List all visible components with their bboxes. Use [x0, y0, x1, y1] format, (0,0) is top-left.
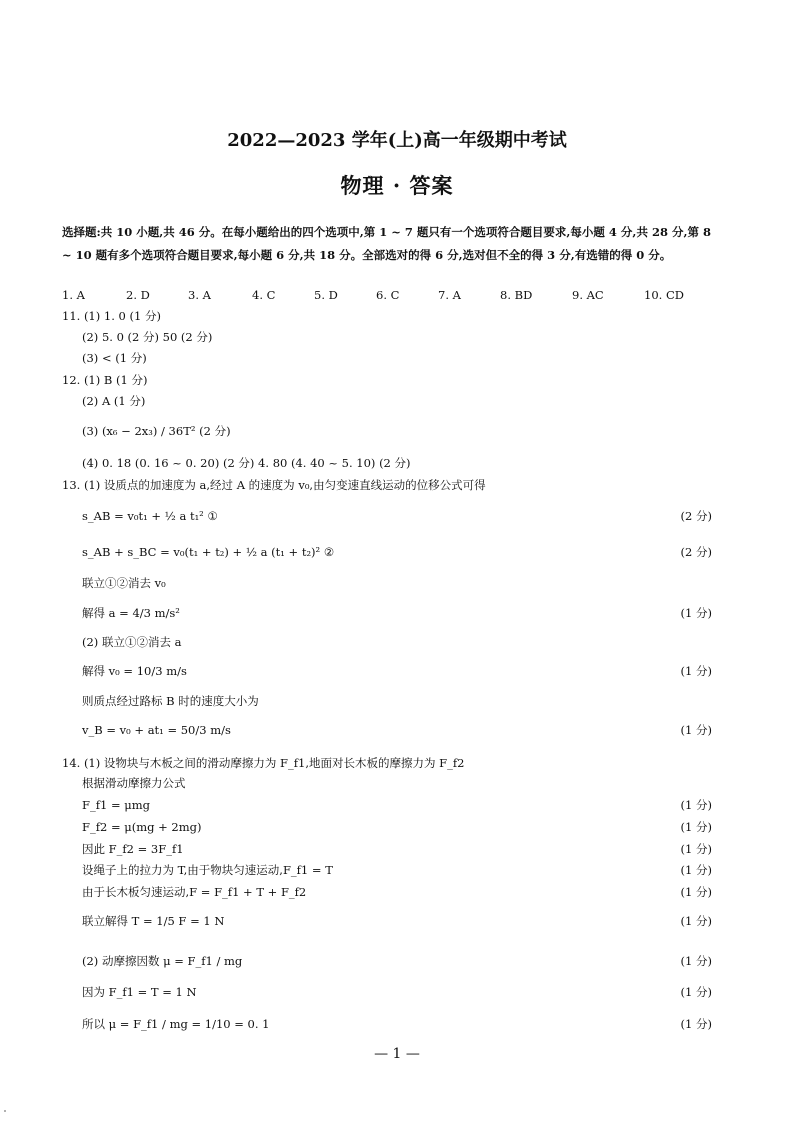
- answer-line: 所以 μ = F_f1 / mg = 1/10 = 0. 1 (1 分): [82, 1017, 712, 1031]
- choice-section-instructions: 选择题:共 10 小题,共 46 分。在每小题给出的四个选项中,第 1 ~ 7 题只有一个选项符合题目要求,每小题 4 分,共 28 分,第 8 ~ 10 题有多个选项符合题目要求,每小题 6 分,共 18 分。全部选对的得 6 分,选对但不全的得 3 分,有选错的得 0 分。: [62, 225, 711, 262]
- page-title: 2022—2023 学年(上)高一年级期中考试: [227, 130, 567, 151]
- answer-line: 13. (1) 设质点的加速度为 a,经过 A 的速度为 v₀,由匀变速直线运动的位移公式可得: [62, 478, 486, 492]
- answer-line: F_f1 = μmg (1 分): [82, 798, 712, 812]
- answer-line: (3) < (1 分): [82, 351, 147, 365]
- answer-line: 14. (1) 设物块与木板之间的滑动摩擦力为 F_f1,地面对长木板的摩擦力为 F_f2: [62, 756, 465, 770]
- answer-line: 联立①②消去 v₀: [82, 576, 166, 590]
- choice-answer: 8. BD: [500, 288, 533, 302]
- answer-line: 12. (1) B (1 分): [62, 373, 148, 387]
- choice-answer: 10. CD: [644, 288, 684, 302]
- answer-line: s_AB + s_BC = v₀(t₁ + t₂) + ½ a (t₁ + t₂)² ② (2 分): [82, 545, 712, 559]
- answer-line: v_B = v₀ + at₁ = 50/3 m/s (1 分): [82, 723, 712, 737]
- answer-line: 根据滑动摩擦力公式: [82, 776, 186, 790]
- answer-line: 设绳子上的拉力为 T,由于物块匀速运动,F_f1 = T (1 分): [82, 863, 712, 877]
- answer-line: 联立解得 T = 1/5 F = 1 N (1 分): [82, 914, 712, 928]
- choice-answer: 5. D: [314, 288, 338, 302]
- choice-answer: 7. A: [438, 288, 461, 302]
- choice-answer: 3. A: [188, 288, 211, 302]
- answer-line: (2) 5. 0 (2 分) 50 (2 分): [82, 330, 213, 344]
- answer-line: F_f2 = μ(mg + 2mg) (1 分): [82, 820, 712, 834]
- scan-speck: [4, 1110, 6, 1112]
- choice-answer: 2. D: [126, 288, 150, 302]
- answer-line: 则质点经过路标 B 时的速度大小为: [82, 694, 259, 708]
- choice-answer: 9. AC: [572, 288, 604, 302]
- answer-line: (4) 0. 18 (0. 16 ~ 0. 20) (2 分) 4. 80 (4. 40 ~ 5. 10) (2 分): [82, 456, 411, 470]
- answer-line: (2) 动摩擦因数 μ = F_f1 / mg (1 分): [82, 954, 712, 968]
- choice-answer: 4. C: [252, 288, 276, 302]
- page-number: — 1 —: [374, 1046, 420, 1062]
- answer-line: (3) (x₆ − 2x₃) / 36T² (2 分): [82, 424, 231, 438]
- answer-line: 由于长木板匀速运动,F = F_f1 + T + F_f2 (1 分): [82, 885, 712, 899]
- answer-line: 解得 a = 4/3 m/s² (1 分): [82, 606, 712, 620]
- answer-line: s_AB = v₀t₁ + ½ a t₁² ① (2 分): [82, 509, 712, 523]
- answer-line: (2) 联立①②消去 a: [82, 635, 182, 649]
- answer-line: 因为 F_f1 = T = 1 N (1 分): [82, 985, 712, 999]
- page-subtitle: 物理 · 答案: [340, 173, 454, 198]
- choice-answer: 1. A: [62, 288, 85, 302]
- answer-line: 解得 v₀ = 10/3 m/s (1 分): [82, 664, 712, 678]
- answer-line: 因此 F_f2 = 3F_f1 (1 分): [82, 842, 712, 856]
- choice-answer: 6. C: [376, 288, 400, 302]
- answer-line: 11. (1) 1. 0 (1 分): [62, 309, 161, 323]
- answer-line: (2) A (1 分): [82, 394, 146, 408]
